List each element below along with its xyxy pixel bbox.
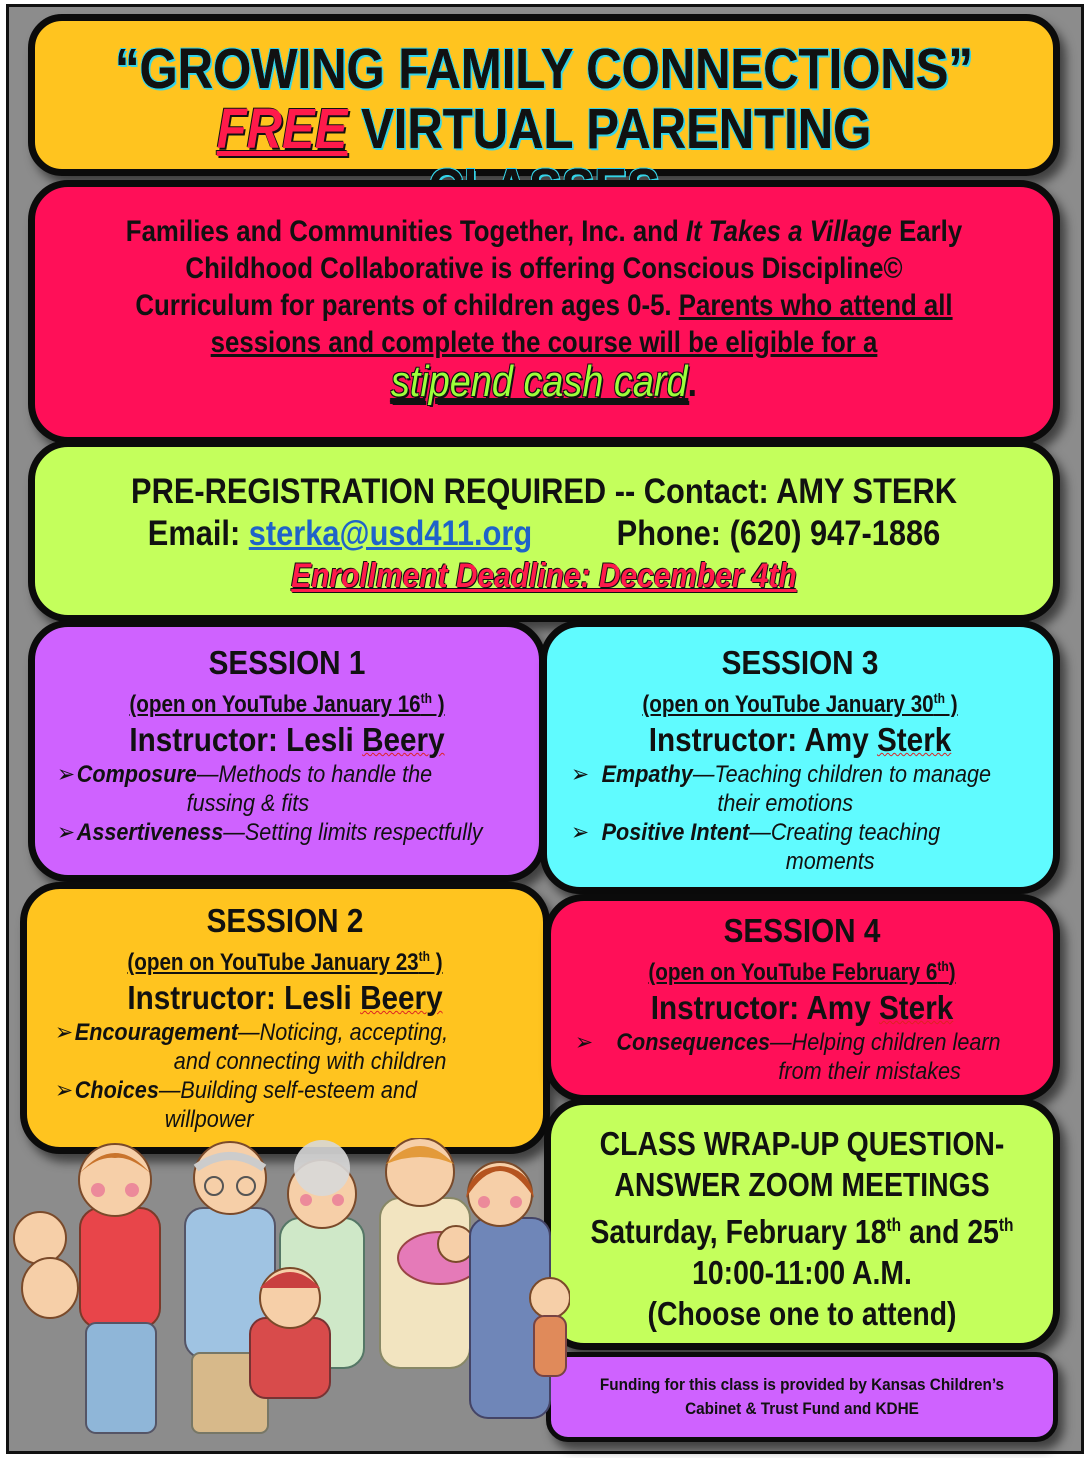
intro-part1: Families and Communities Together, Inc. and (125, 215, 686, 248)
session-title: SESSION 4 (723, 912, 881, 949)
session-instructor: Instructor: Amy Sterk (650, 989, 954, 1026)
wrapup-time: 10:00-11:00 A.M. (692, 1254, 912, 1291)
funding-panel (546, 1352, 1058, 1442)
session-open-date: (open on YouTube February 6th) (648, 958, 956, 986)
stipend-text: stipend cash card (390, 357, 688, 406)
intro-text (106, 213, 981, 405)
session-title: SESSION 2 (206, 902, 364, 939)
title-banner (28, 14, 1060, 176)
intro-line-4: sessions and complete the course will be eligible for a (210, 326, 878, 359)
arrow-bullet-icon: ➢ (571, 761, 590, 788)
enrollment-deadline-line (96, 555, 992, 597)
phone-number: Phone: (620) 947-1886 (616, 514, 941, 553)
arrow-bullet-icon: ➢ (575, 1029, 594, 1056)
email-link[interactable]: sterka@usd411.org (248, 514, 533, 553)
session-open-date: (open on YouTube January 30th ) (642, 690, 958, 718)
stipend-line (106, 357, 981, 406)
funding-line-2: Cabinet & Trust Fund and KDHE (685, 1399, 919, 1418)
arrow-bullet-icon: ➢ (55, 1019, 74, 1046)
funding-line-1: Funding for this class is provided by Kansas Children’s (599, 1375, 1005, 1394)
registration-panel (28, 440, 1060, 622)
session-topics (571, 760, 1005, 876)
topic-assertiveness: ➢ Assertiveness—Setting limits respectfully (57, 819, 483, 846)
stipend-period: . (687, 361, 698, 405)
arrow-bullet-icon: ➢ (571, 819, 590, 846)
session-4-card (544, 894, 1060, 1102)
baby-left (14, 1212, 78, 1318)
intro-panel (28, 180, 1060, 444)
title-line-1: “GROWING FAMILY CONNECTIONS” (115, 37, 973, 101)
topic-consequences: ➢ Consequences—Helping children learn from their mistakes (575, 1029, 1001, 1085)
wrapup-line-1: CLASS WRAP-UP QUESTION- (599, 1125, 1005, 1162)
session-open-date: (open on YouTube January 16th ) (129, 690, 445, 718)
intro-line-1 (106, 213, 981, 250)
session-topics (57, 760, 491, 847)
topic-choices: ➢ Choices—Building self-esteem and willpower (55, 1077, 417, 1133)
intro-line-2: Childhood Collaborative is offering Conscious Discipline© (185, 252, 903, 285)
wrapup-note: (Choose one to attend) (647, 1295, 957, 1332)
session-instructor: Instructor: Lesli Beery (127, 979, 443, 1016)
cartoon-family-illustration (10, 1138, 570, 1444)
session-topics (575, 1028, 1005, 1086)
topic-composure: ➢ Composure—Methods to handle the fussing & fits (57, 761, 433, 817)
child-figure (250, 1268, 330, 1398)
email-label: Email: (147, 514, 249, 553)
topic-encouragement: ➢ Encouragement—Noticing, accepting, and connecting with children (55, 1019, 449, 1075)
title-line-2-rest: VIRTUAL PARENTING (361, 97, 872, 161)
enrollment-deadline: Enrollment Deadline: December 4th (291, 557, 797, 595)
free-label: FREE (216, 97, 348, 161)
intro-part2: Early (891, 215, 963, 248)
session-title: SESSION 3 (721, 644, 879, 681)
session-instructor: Instructor: Lesli Beery (129, 721, 445, 758)
toddler-right (530, 1278, 570, 1376)
session-1-card (28, 620, 546, 882)
registration-contact: PRE-REGISTRATION REQUIRED -- Contact: AMY STERK (131, 472, 957, 511)
session-3-card (540, 620, 1060, 894)
intro-line-3 (106, 287, 981, 324)
arrow-bullet-icon: ➢ (57, 761, 76, 788)
mother-figure (380, 1138, 482, 1368)
arrow-bullet-icon: ➢ (57, 819, 76, 846)
collaborative-name: It Takes a Village (685, 215, 892, 248)
session-title: SESSION 1 (208, 644, 366, 681)
arrow-bullet-icon: ➢ (55, 1077, 74, 1104)
wrapup-line-2: ANSWER ZOOM MEETINGS (614, 1166, 990, 1203)
topic-positive-intent: ➢ Positive Intent—Creating teaching moments (571, 819, 941, 875)
session-topics (55, 1018, 494, 1134)
intro-line-3a: Curriculum for parents of children ages 0-5. (135, 289, 679, 322)
father-figure (79, 1144, 160, 1433)
wrapup-dates: Saturday, February 18th and 25th (590, 1213, 1014, 1250)
topic-empathy: ➢ Empathy—Teaching children to manage their emotions (571, 761, 992, 817)
session-instructor: Instructor: Amy Sterk (648, 721, 952, 758)
session-2-card (20, 882, 550, 1154)
wrapup-panel (544, 1098, 1060, 1350)
session-open-date: (open on YouTube January 23th ) (127, 948, 443, 976)
intro-line-3b: Parents who attend all (678, 289, 953, 322)
registration-contact-details (96, 513, 992, 555)
